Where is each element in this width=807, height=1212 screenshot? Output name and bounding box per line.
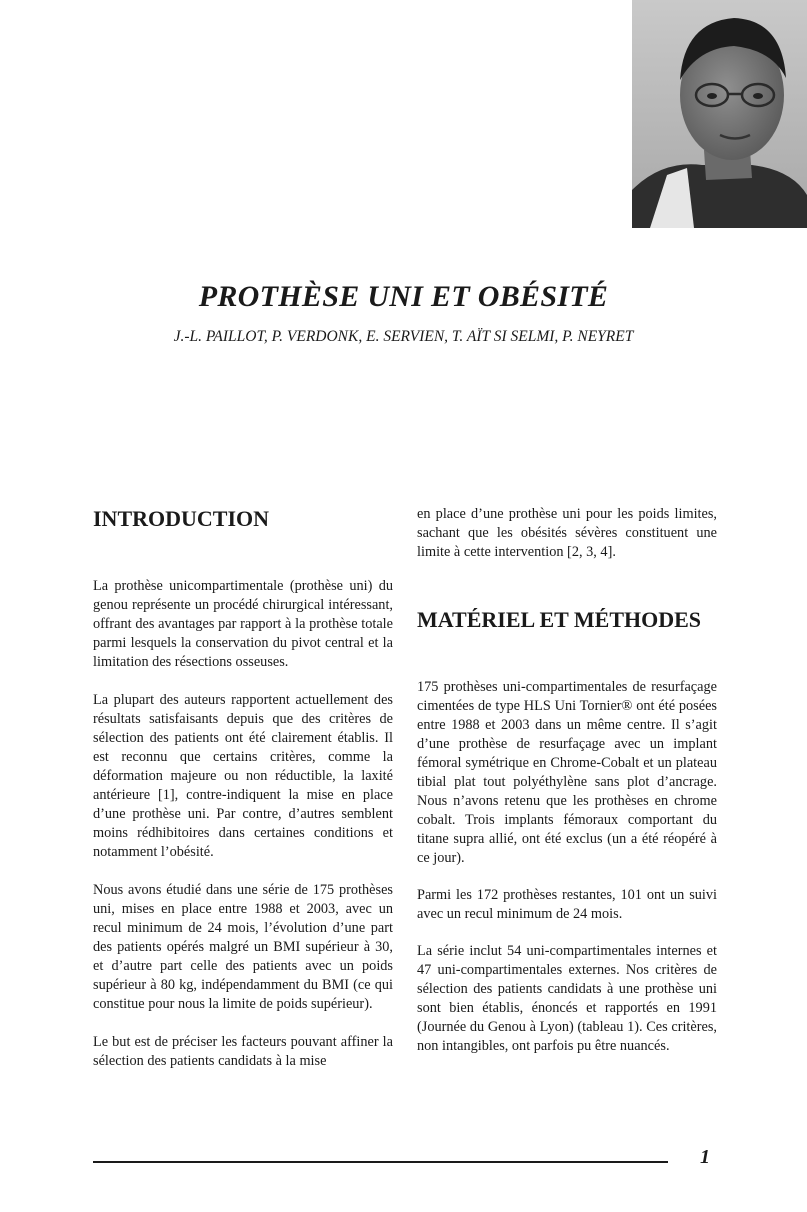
section-heading-materiel-methodes: MATÉRIEL ET MÉTHODES <box>417 607 702 632</box>
paragraph: La plupart des auteurs rapportent actuellement des résultats satisfaisants depuis que des critères de sélection des patients ont été clairement établis. Il est reconnu que certains critères, comme la déformation majeure ou non réductible, la laxité antérieure [1], contre-indiquent la mise en place d’une prothèse uni. Par contre, d’autres semblent moins rédhibitoires dans certaines conditions et notamment l’obésité. <box>93 692 393 861</box>
left-column <box>93 506 393 1071</box>
right-column <box>417 505 717 1056</box>
paragraph: La prothèse unicompartimentale (prothèse uni) du genou représente un procédé chirurgical intéressant, offrant des avantages par rapport à la prothèse totale parmi lesquels la conservation du pivot central et la limitation des résections osseuses. <box>93 578 393 671</box>
paragraph: Nous avons étudié dans une série de 175 prothèses uni, mises en place entre 1988 et 2003, avec un recul minimum de 24 mois, l’évolution d’une part des patients opérés malgré un BMI supérieur à 30, et d’autre part celle des patients avec un poids supérieur à 80 kg, indépendamment du BMI (ce qui constitue pour nous la limite de poids supérieur). <box>93 882 393 1013</box>
footer-rule <box>93 1161 668 1163</box>
paragraph-continuation: en place d’une prothèse uni pour les poids limites, sachant que les obésités sévères constituent une limite à cette intervention [2, 3, 4]. <box>417 506 717 560</box>
author-portrait-image <box>632 0 807 228</box>
paragraph: Le but est de préciser les facteurs pouvant affiner la sélection des patients candidats à la mise <box>93 1034 393 1070</box>
author-photo <box>632 0 807 228</box>
paragraph: 175 prothèses uni-compartimentales de resurfaçage cimentées de type HLS Uni Tornier® ont été posées entre 1988 et 2003 dans un même centre. Il s’agit d’une prothèse de resurfaçage avec un implant fémoral symétrique en Chrome-Cobalt et un plateau tibial plat tout polyéthylène sans plot d’ancrage. Nous n’avons retenu que les prothèses en chrome cobalt. Trois implants fémoraux comportant du titane supra allié, ont été exclus (un a été réopéré à ce jour). <box>417 679 717 867</box>
paragraph: La série inclut 54 uni-compartimentales internes et 47 uni-compartimentales externes. Nos critères de sélection des patients candidats à une prothèse uni sont bien établis, énoncés et rapportés en 1991 (Journée du Genou à Lyon) (tableau 1). Ces critères, non intangibles, ont parfois pu être nuancés. <box>417 943 717 1055</box>
section-heading-introduction: INTRODUCTION <box>93 506 270 531</box>
article-title: PROTHÈSE UNI ET OBÉSITÉ <box>198 280 609 313</box>
paragraph: Parmi les 172 prothèses restantes, 101 ont un suivi avec un recul minimum de 24 mois. <box>417 887 717 923</box>
article-authors: J.-L. PAILLOT, P. VERDONK, E. SERVIEN, T. AÏT SI SELMI, P. NEYRET <box>173 328 634 345</box>
page-number: 1 <box>700 1146 710 1168</box>
